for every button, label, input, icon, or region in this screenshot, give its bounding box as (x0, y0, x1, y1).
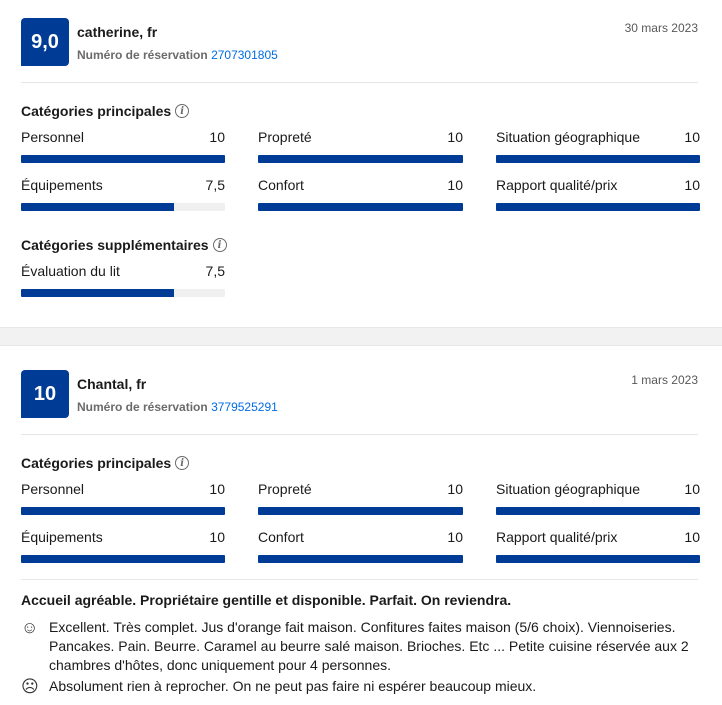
booking-info (77, 400, 278, 414)
reviewer-name: Chantal, fr (77, 376, 147, 392)
score-bar (258, 507, 463, 515)
category-label: Propreté (258, 129, 312, 145)
category-item (496, 177, 700, 211)
score-badge: 9,0 (21, 18, 69, 66)
info-icon[interactable]: i (175, 104, 189, 118)
category-label: Équipements (21, 529, 103, 545)
score-bar-fill (496, 555, 700, 563)
score-bar (21, 289, 225, 297)
score-bar (21, 555, 225, 563)
category-label: Rapport qualité/prix (496, 529, 618, 545)
score-badge: 10 (21, 370, 69, 418)
review-card-2 (0, 346, 722, 696)
score-bar (258, 555, 463, 563)
booking-info (77, 48, 278, 62)
review-card-1 (0, 0, 722, 327)
category-item (496, 529, 700, 563)
main-categories-title: Catégories principales (21, 455, 172, 471)
review-header (21, 346, 698, 435)
score-bar-fill (21, 289, 174, 297)
booking-number[interactable]: 2707301805 (211, 48, 278, 62)
category-grid (21, 129, 698, 211)
category-item (21, 481, 225, 515)
score-bar-fill (21, 155, 225, 163)
category-item (258, 129, 463, 163)
category-item (21, 177, 225, 211)
score-bar (496, 155, 700, 163)
category-row (21, 481, 225, 499)
category-row (21, 529, 225, 547)
frown-icon: ☹ (21, 677, 39, 696)
category-row (21, 263, 225, 281)
category-item (258, 177, 463, 211)
review-title: Accueil agréable. Propriétaire gentille et disponible. Parfait. On reviendra. (21, 592, 512, 608)
score-bar-fill (258, 555, 463, 563)
score-bar-fill (21, 555, 225, 563)
score-bar (258, 203, 463, 211)
category-score: 10 (447, 177, 463, 193)
category-score: 7,5 (205, 263, 225, 279)
score-bar (496, 507, 700, 515)
category-row (496, 529, 700, 547)
category-label: Propreté (258, 481, 312, 497)
category-grid (21, 481, 698, 563)
category-score: 10 (684, 481, 700, 497)
main-categories-heading (21, 101, 698, 121)
category-item (258, 529, 463, 563)
category-item (496, 129, 700, 163)
category-label: Personnel (21, 129, 85, 145)
category-score: 7,5 (205, 177, 225, 193)
score-bar-fill (496, 155, 700, 163)
category-score: 10 (684, 129, 700, 145)
category-score: 10 (447, 481, 463, 497)
category-label: Confort (258, 177, 304, 193)
category-row (258, 529, 463, 547)
category-item (258, 481, 463, 515)
category-score: 10 (209, 529, 225, 545)
category-score: 10 (684, 177, 700, 193)
main-categories-heading (21, 453, 698, 473)
category-row (496, 129, 700, 147)
score-bar-fill (258, 155, 463, 163)
category-item (21, 263, 225, 297)
category-score: 10 (447, 529, 463, 545)
positive-text: Excellent. Très complet. Jus d'orange fait maison. Confitures faites maison (5/6 choix). Viennoiseries. Pancakes. Pain. Beurre. Caramel au beurre salé maison. Brioches. Etc ... Petite cuisine réservée aux 2 chambres d'hôtes, donc uniquement pour 4 personnes. (49, 619, 689, 673)
category-score: 10 (209, 481, 225, 497)
score-bar (21, 203, 225, 211)
booking-number[interactable]: 3779525291 (211, 400, 278, 414)
category-row (258, 481, 463, 499)
category-label: Situation géographique (496, 481, 641, 497)
category-label: Personnel (21, 481, 85, 497)
extra-categories-heading (21, 235, 698, 255)
category-label: Équipements (21, 177, 103, 193)
review-header (21, 0, 698, 83)
review-divider (0, 327, 722, 346)
reviewer-name: catherine, fr (77, 24, 158, 40)
category-label: Confort (258, 529, 304, 545)
score-bar (21, 507, 225, 515)
booking-label: Numéro de réservation (77, 48, 208, 62)
review-date: 1 mars 2023 (631, 373, 698, 387)
category-score: 10 (684, 529, 700, 545)
category-item (21, 529, 225, 563)
info-icon[interactable]: i (175, 456, 189, 470)
positive-comment (21, 618, 698, 675)
category-row (258, 129, 463, 147)
score-bar-fill (21, 507, 225, 515)
category-label: Évaluation du lit (21, 263, 120, 279)
section-separator (21, 579, 698, 580)
category-row (496, 481, 700, 499)
category-row (21, 177, 225, 195)
negative-comment (21, 677, 698, 696)
smiley-icon: ☺ (21, 618, 39, 637)
negative-text: Absolument rien à reprocher. On ne peut pas faire ni espérer beaucoup mieux. (49, 678, 537, 694)
category-score: 10 (447, 129, 463, 145)
category-score: 10 (209, 129, 225, 145)
score-bar (496, 555, 700, 563)
category-item (21, 129, 225, 163)
category-label: Rapport qualité/prix (496, 177, 618, 193)
score-bar-fill (496, 203, 700, 211)
booking-label: Numéro de réservation (77, 400, 208, 414)
score-bar-fill (258, 507, 463, 515)
category-row (258, 177, 463, 195)
category-row (496, 177, 700, 195)
category-row (21, 129, 225, 147)
info-icon[interactable]: i (213, 238, 227, 252)
score-bar-fill (258, 203, 463, 211)
score-bar (496, 203, 700, 211)
score-bar (258, 155, 463, 163)
main-categories-title: Catégories principales (21, 103, 172, 119)
extra-categories-title: Catégories supplémentaires (21, 237, 209, 253)
score-bar-fill (21, 203, 174, 211)
category-label: Situation géographique (496, 129, 641, 145)
score-bar (21, 155, 225, 163)
extra-category-grid (21, 263, 698, 297)
category-item (496, 481, 700, 515)
review-date: 30 mars 2023 (624, 21, 698, 35)
score-bar-fill (496, 507, 700, 515)
